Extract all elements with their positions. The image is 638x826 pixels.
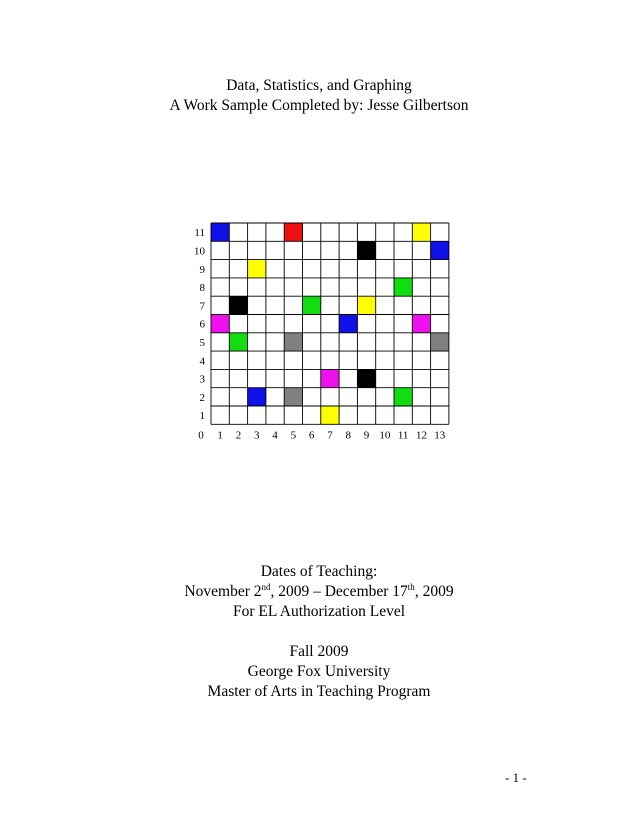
x-tick-label: 11 xyxy=(397,429,409,442)
dates-range xyxy=(0,582,638,602)
document-title: Data, Statistics, and Graphing xyxy=(226,77,412,94)
x-tick-label: 0 xyxy=(198,429,204,442)
program-block xyxy=(0,642,638,702)
x-tick-label: 13 xyxy=(434,429,446,442)
grid-cell-blue xyxy=(431,241,449,259)
x-tick-label: 6 xyxy=(308,429,315,442)
y-tick-label: 6 xyxy=(199,318,205,331)
y-tick-label: 4 xyxy=(199,355,205,368)
y-tick-label: 2 xyxy=(199,391,205,404)
end-year: , 2009 xyxy=(414,583,454,600)
grid-cell-blue xyxy=(339,315,357,333)
grid-cell-magenta xyxy=(321,369,339,387)
grid-cell-red xyxy=(284,223,302,241)
x-tick-label: 8 xyxy=(345,429,351,442)
x-tick-label: 7 xyxy=(327,429,333,442)
grid-cell-blue xyxy=(211,223,229,241)
x-tick-label: 1 xyxy=(217,429,223,442)
grid-cell-blue xyxy=(248,388,266,406)
y-tick-label: 8 xyxy=(199,282,205,295)
y-tick-label: 11 xyxy=(194,227,205,240)
dates-heading: Dates of Teaching: xyxy=(260,563,378,580)
x-tick-label: 2 xyxy=(235,429,242,442)
page-number: - 1 - xyxy=(505,770,527,785)
authorization-level: For EL Authorization Level xyxy=(232,603,406,620)
coordinate-grid-figure xyxy=(186,218,456,442)
grid-cell-black xyxy=(357,241,375,259)
x-tick-label: 4 xyxy=(272,429,278,442)
y-tick-label: 1 xyxy=(199,410,205,423)
x-tick-label: 3 xyxy=(254,429,260,442)
grid-cell-green xyxy=(229,333,247,351)
term: Fall 2009 xyxy=(289,643,349,660)
grid-cell-black xyxy=(229,296,247,314)
title-block xyxy=(0,76,638,116)
x-tick-label: 10 xyxy=(379,429,391,442)
program-name: Master of Arts in Teaching Program xyxy=(207,683,431,700)
end-date-suffix: th xyxy=(407,581,415,592)
x-tick-label: 5 xyxy=(290,429,297,442)
dates-block xyxy=(0,562,638,622)
y-tick-label: 9 xyxy=(199,263,205,276)
x-tick-label: 12 xyxy=(415,429,427,442)
grid-cell-gray xyxy=(431,333,449,351)
start-date: November 2 xyxy=(184,583,262,600)
grid-cell-yellow xyxy=(248,260,266,278)
grid-cell-yellow xyxy=(412,223,430,241)
y-tick-label: 10 xyxy=(194,245,205,258)
grid-cell-yellow xyxy=(321,406,339,424)
university: George Fox University xyxy=(247,663,391,680)
grid-cell-green xyxy=(394,388,412,406)
y-tick-label: 7 xyxy=(199,300,205,313)
grid-cell-gray xyxy=(284,388,302,406)
end-date: , 2009 – December 17 xyxy=(270,583,408,600)
y-tick-label: 3 xyxy=(199,373,205,386)
x-tick-label: 9 xyxy=(363,429,370,442)
coordinate-grid xyxy=(186,218,456,442)
y-tick-label: 5 xyxy=(199,336,205,349)
grid-cell-yellow xyxy=(357,296,375,314)
start-date-suffix: nd xyxy=(261,581,271,592)
grid-cell-gray xyxy=(284,333,302,351)
grid-cell-green xyxy=(303,296,321,314)
grid-cell-black xyxy=(357,369,375,387)
grid-cell-green xyxy=(394,278,412,296)
grid-cell-magenta xyxy=(412,315,430,333)
grid-cell-magenta xyxy=(211,315,229,333)
document-subtitle: A Work Sample Completed by: Jesse Gilbertson xyxy=(169,97,469,114)
